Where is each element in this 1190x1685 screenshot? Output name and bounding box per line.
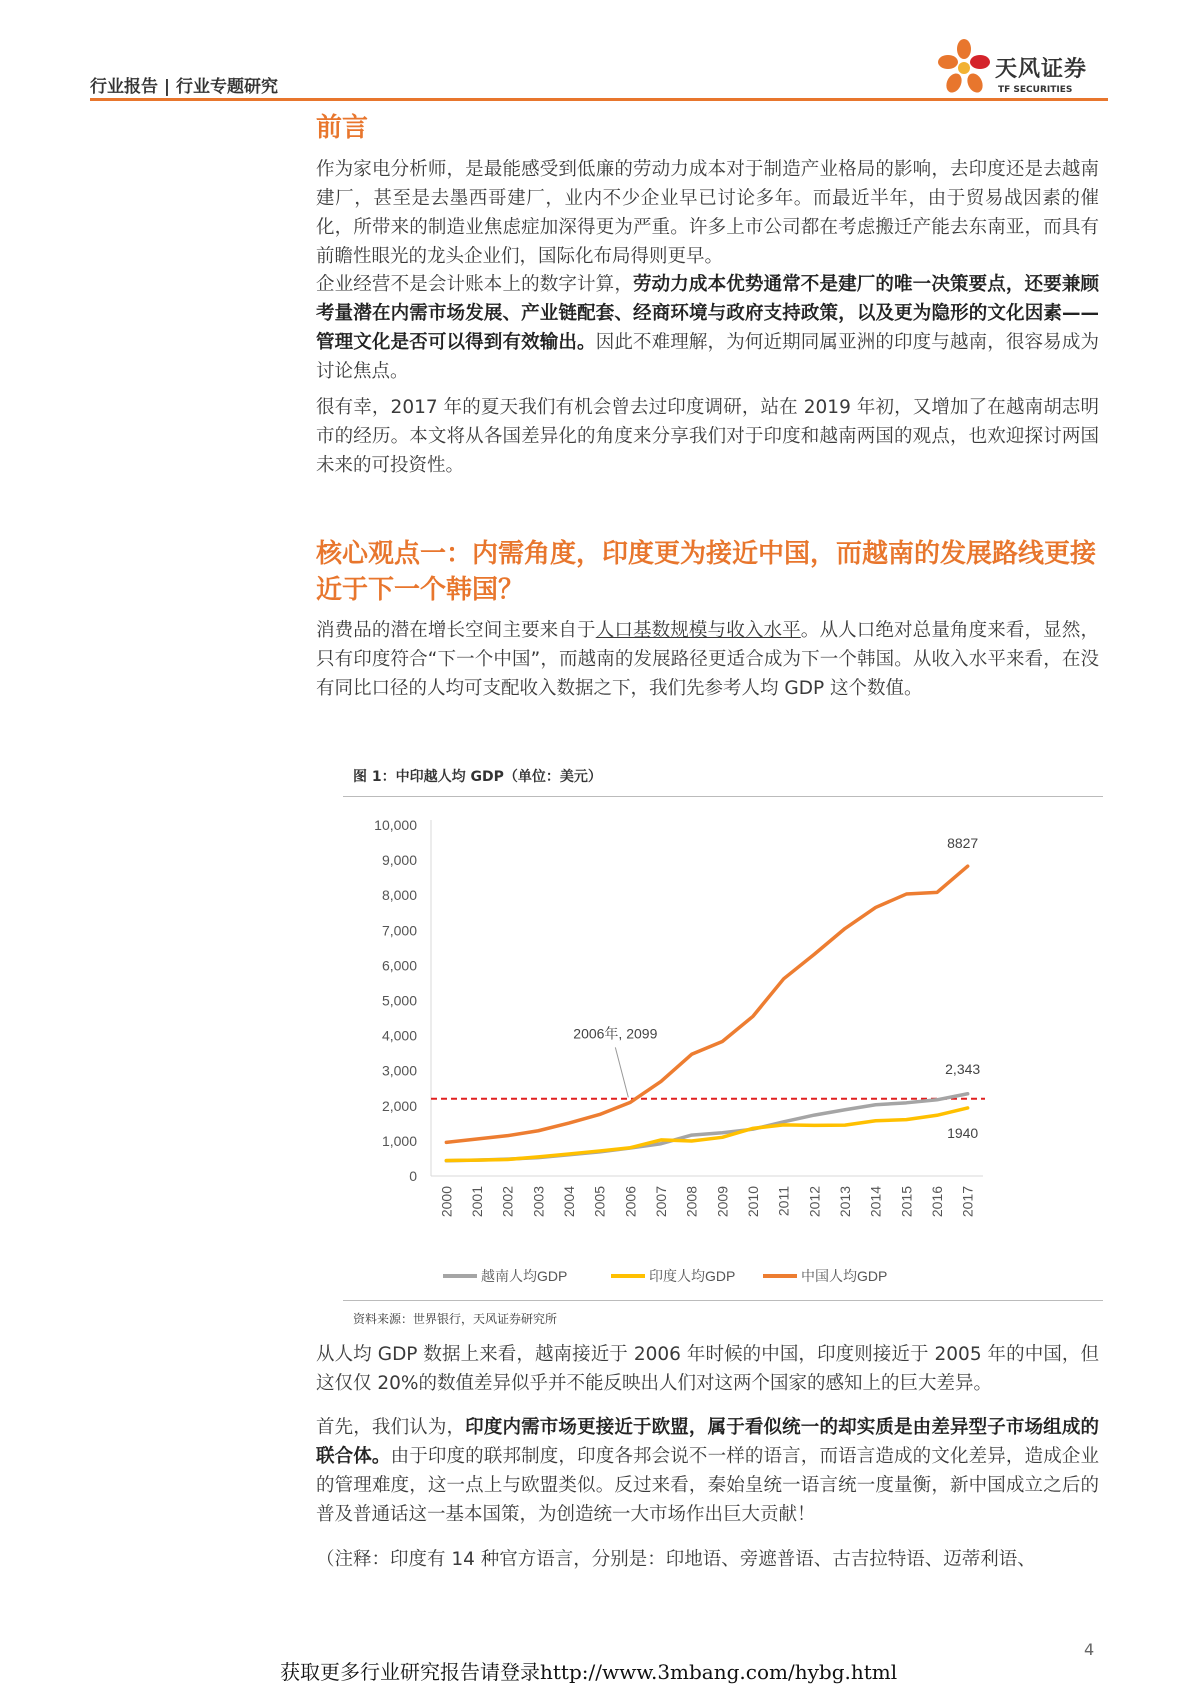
x-tick-label: 2015 bbox=[898, 1186, 915, 1218]
flower-logo-icon bbox=[935, 38, 993, 102]
company-logo bbox=[935, 38, 1115, 102]
y-tick-label: 9,000 bbox=[381, 852, 417, 869]
y-tick-label: 5,000 bbox=[381, 992, 417, 1009]
paragraph-text bbox=[316, 1413, 1099, 1529]
logo-subtitle: TF SECURITIES bbox=[998, 85, 1073, 95]
series-line bbox=[446, 866, 967, 1142]
y-tick-label: 8,000 bbox=[381, 887, 417, 904]
paragraph-text: 作为家电分析师，是最能感受到低廉的劳动力成本对于制造产业格局的影响，去印度还是去越南建厂，甚至是去墨西哥建厂，业内不少企业早已讨论多年。而最近半年，由于贸易战因素的催化，所带来的制造业焦虑症加深得更为严重。许多上市公司都在考虑搬迁产能去东南亚，而具有前瞻性眼光的龙头企业们，国际化布局得则更早。 bbox=[316, 159, 1099, 267]
paragraph-text: （注释：印度有 14 种官方语言，分别是：印地语、旁遮普语、古吉拉特语、迈蒂利语、 bbox=[316, 1549, 1036, 1570]
data-label: 8827 bbox=[947, 835, 979, 852]
data-label: 2,343 bbox=[945, 1060, 981, 1077]
x-tick-label: 2012 bbox=[806, 1186, 823, 1218]
x-tick-label: 2000 bbox=[438, 1186, 455, 1218]
legend-label: 印度人均GDP bbox=[649, 1268, 736, 1284]
bold-text: 印度内需市场更接近于欧盟，属于看似统一的却实质是由差异型子市场组成的联合体。 bbox=[316, 1417, 1099, 1467]
section1-paragraph bbox=[316, 616, 1099, 703]
x-tick-label: 2017 bbox=[959, 1186, 976, 1218]
x-tick-label: 2006 bbox=[622, 1186, 639, 1218]
page-number: 4 bbox=[1084, 1640, 1095, 1659]
report-section-label: 行业报告 | 行业专题研究 bbox=[90, 77, 279, 97]
figure-top-rule bbox=[343, 796, 1103, 797]
text-run: 。从人口绝对总量角度来看，显然，只有印度符合“下一个中国”，而越南的发展路径更适合成为下一个韩国。从收入水平来看，在没有同比口径的人均可支配收入数据之下，我们先参考人均 GDP 这个数值。 bbox=[316, 620, 1099, 699]
paragraph-text: 从人均 GDP 数据上来看，越南接近于 2006 年时候的中国，印度则接近于 2005 年的中国，但这仅仅 20%的数值差异似乎并不能反映出人们对这两个国家的感知上的巨大差异。 bbox=[316, 1344, 1099, 1394]
x-tick-label: 2013 bbox=[837, 1186, 853, 1218]
x-tick-label: 2016 bbox=[929, 1186, 945, 1218]
figure-source: 资料来源：世界银行，天风证券研究所 bbox=[353, 1312, 558, 1326]
text-run: 由于印度的联邦制度，印度各邦会说不一样的语言，而语言造成的文化差异，造成企业的管理难度，这一点上与欧盟类似。反过来看，秦始皇统一语言统一度量衡，新中国成立之后的普及普通话这一基本国策，为创造统一大市场作出巨大贡献！ bbox=[316, 1446, 1099, 1525]
preface-paragraph-1 bbox=[316, 155, 1099, 271]
y-tick-label: 10,000 bbox=[374, 817, 417, 833]
legend-label: 中国人均GDP bbox=[801, 1268, 888, 1284]
after-paragraph-1 bbox=[316, 1340, 1099, 1398]
y-tick-label: 0 bbox=[409, 1168, 417, 1184]
section1 bbox=[316, 536, 1099, 608]
x-tick-label: 2014 bbox=[867, 1186, 884, 1218]
text-run: 企业经营不是会计账本上的数字计算， bbox=[316, 274, 633, 295]
text-run: 首先，我们认为， bbox=[316, 1417, 466, 1438]
paragraph-text bbox=[316, 270, 1099, 386]
y-tick-label: 2,000 bbox=[381, 1097, 417, 1114]
x-tick-label: 2004 bbox=[561, 1186, 577, 1218]
after-paragraph-3 bbox=[316, 1545, 1099, 1574]
footer-link-text[interactable]: 获取更多行业研究报告请登录http://www.3mbang.com/hybg.html bbox=[280, 1660, 898, 1684]
gdp-line-chart bbox=[343, 800, 1103, 1300]
x-tick-label: 2003 bbox=[530, 1186, 547, 1218]
text-run: 消费品的潜在增长空间主要来自于 bbox=[316, 620, 596, 641]
underlined-text: 人口基数规模与收入水平 bbox=[595, 620, 801, 641]
preface-paragraph-2 bbox=[316, 270, 1099, 386]
annotation-label: 2006年, 2099 bbox=[573, 1025, 658, 1042]
series-line bbox=[446, 1094, 967, 1161]
y-tick-label: 1,000 bbox=[381, 1132, 417, 1149]
figure-title: 图 1：中印越人均 GDP（单位：美元） bbox=[353, 769, 602, 785]
logo-name: 天风证券 bbox=[995, 57, 1088, 82]
x-tick-label: 2010 bbox=[745, 1186, 761, 1218]
x-tick-label: 2001 bbox=[469, 1186, 485, 1218]
x-tick-label: 2005 bbox=[591, 1186, 608, 1218]
x-tick-label: 2007 bbox=[653, 1186, 669, 1218]
section1-title: 核心观点一：内需角度，印度更为接近中国，而越南的发展路线更接近于下一个韩国？ bbox=[316, 539, 1097, 605]
paragraph-text: 很有幸，2017 年的夏天我们有机会曾去过印度调研，站在 2019 年初，又增加了在越南胡志明市的经历。本文将从各国差异化的角度来分享我们对于印度和越南两国的观点，也欢迎探讨两国未来的可投资性。 bbox=[316, 397, 1099, 476]
x-tick-label: 2008 bbox=[683, 1186, 700, 1218]
bold-text: 劳动力成本优势通常不是建厂的唯一决策要点，还要兼顾考量潜在内需市场发展、产业链配套、经商环境与政府支持政策，以及更为隐形的文化因素——管理文化是否可以得到有效输出。 bbox=[316, 274, 1099, 353]
preface-section bbox=[316, 110, 1099, 146]
y-tick-label: 7,000 bbox=[381, 922, 417, 939]
data-label: 1940 bbox=[947, 1124, 979, 1141]
x-tick-label: 2009 bbox=[714, 1186, 731, 1218]
paragraph-text bbox=[316, 616, 1099, 703]
y-tick-label: 3,000 bbox=[381, 1062, 417, 1079]
annotation-leader-line bbox=[615, 1047, 628, 1097]
y-tick-label: 4,000 bbox=[381, 1027, 417, 1044]
preface-paragraph-3 bbox=[316, 393, 1099, 480]
legend-label: 越南人均GDP bbox=[481, 1268, 568, 1284]
text-run: 因此不难理解，为何近期同属亚洲的印度与越南，很容易成为讨论焦点。 bbox=[316, 332, 1099, 382]
figure-bottom-rule bbox=[343, 1300, 1103, 1301]
after-paragraph-2 bbox=[316, 1413, 1099, 1529]
y-tick-label: 6,000 bbox=[381, 957, 417, 974]
preface-title: 前言 bbox=[316, 113, 369, 143]
x-tick-label: 2011 bbox=[775, 1186, 792, 1217]
x-tick-label: 2002 bbox=[499, 1186, 516, 1218]
